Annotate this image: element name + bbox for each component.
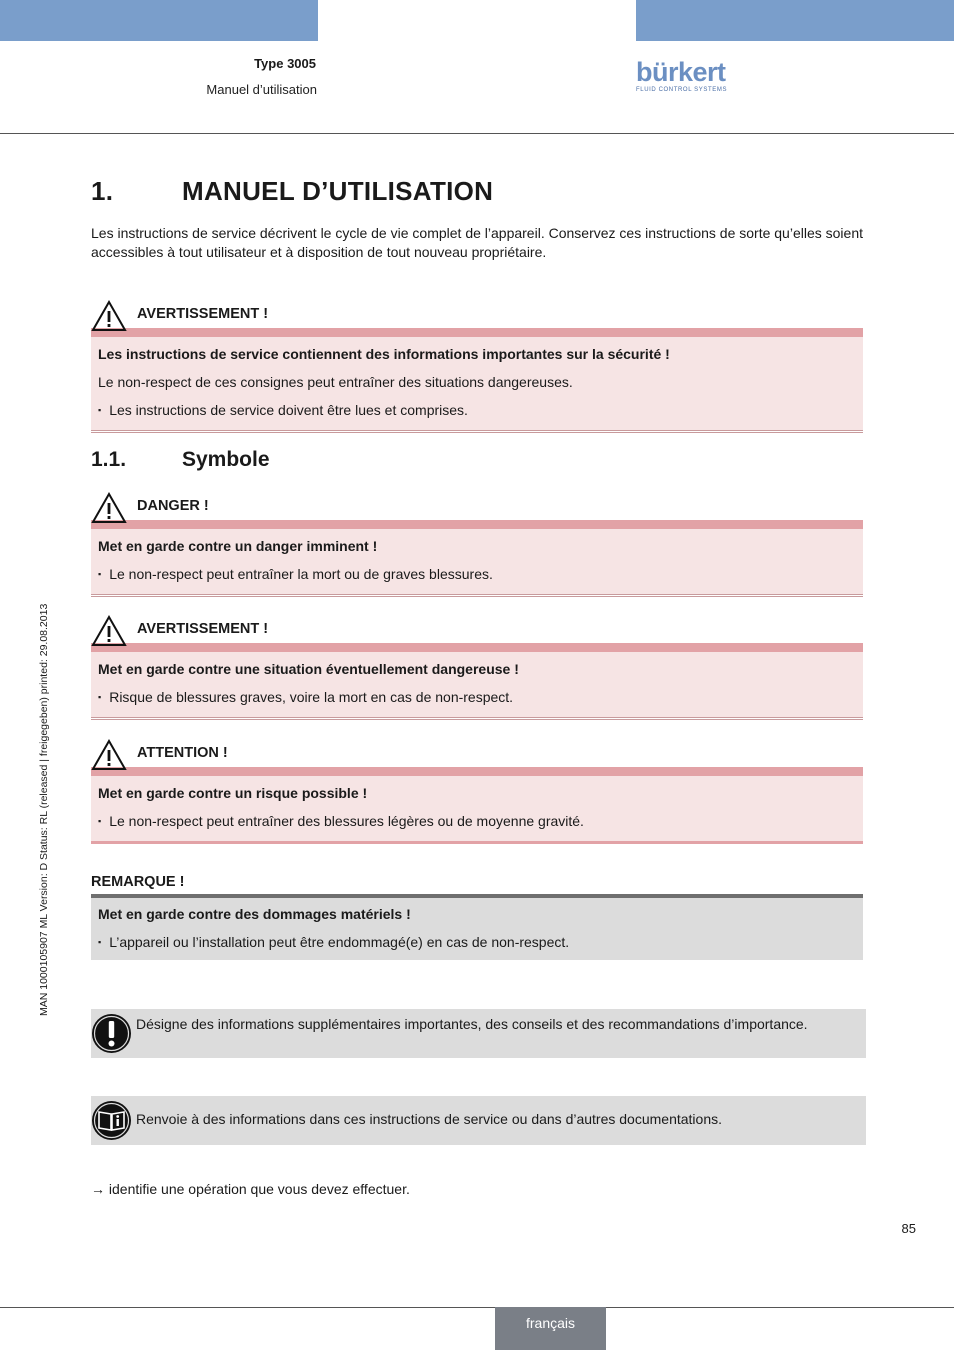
avertissement-bottom-rule — [91, 717, 863, 720]
remarque-bullet: ▪ L’appareil ou l’installation peut être endommagé(e) en cas de non-respect. — [98, 928, 856, 958]
avertissement-bar — [91, 643, 863, 652]
avertissement-box — [91, 619, 863, 720]
remarque-title: REMARQUE ! — [91, 874, 185, 890]
warning-title: AVERTISSEMENT ! — [137, 306, 269, 322]
warning-bar — [91, 328, 863, 337]
avertissement-body — [91, 652, 863, 717]
warning-triangle-icon — [91, 492, 127, 524]
document-subtitle: Manuel d’utilisation — [206, 82, 317, 97]
warning-headline: Les instructions de service contiennent des informations importantes sur la sécurité ! — [98, 346, 670, 362]
danger-bottom-rule — [91, 594, 863, 597]
important-info-text: Désigne des informations supplémentaires importantes, des conseils et des recommandations d’importance. — [136, 1016, 808, 1032]
book-info-icon — [91, 1100, 132, 1141]
warning-bottom-rule — [91, 430, 863, 433]
subsection-title: Symbole — [182, 448, 270, 471]
danger-bar — [91, 520, 863, 529]
footer-divider — [0, 1307, 954, 1308]
intro-paragraph: Les instructions de service décrivent le cycle de vie complet de l’appareil. Conservez ces instructions de sorte qu’elles soient accessibles à tout utilisateur et à disposition de tout nouveau propriétaire. — [91, 225, 863, 260]
action-note — [91, 1181, 410, 1197]
avertissement-bullet: ▪ Risque de blessures graves, voire la mort en cas de non-respect. — [98, 683, 856, 713]
document-type: Type 3005 — [254, 56, 316, 71]
remarque-box — [91, 894, 863, 960]
attention-body — [91, 776, 863, 841]
warning-triangle-icon — [91, 615, 127, 647]
danger-headline: Met en garde contre un danger imminent ! — [98, 538, 378, 554]
danger-body — [91, 529, 863, 594]
warning-box-intro — [91, 304, 863, 433]
section-title: MANUEL D’UTILISATION — [182, 176, 494, 206]
reference-info-text: Renvoie à des informations dans ces instructions de service ou dans d’autres documentations. — [136, 1111, 722, 1127]
attention-bar — [91, 767, 863, 776]
remarque-body — [91, 898, 863, 960]
attention-bullet: ▪ Le non-respect peut entraîner des blessures légères ou de moyenne gravité. — [98, 807, 856, 837]
warning-triangle-icon — [91, 300, 127, 332]
header-bar-left — [0, 0, 318, 41]
danger-bullet: ▪ Le non-respect peut entraîner la mort ou de graves blessures. — [98, 560, 856, 590]
logo-tagline: FLUID CONTROL SYSTEMS — [636, 87, 728, 93]
action-note-text: identifie une opération que vous devez effectuer. — [105, 1181, 410, 1197]
page-number: 85 — [901, 1221, 916, 1236]
document-print-info: MAN 1000105907 ML Version: D Status: RL (released | freigegeben) printed: 29.08.2013 — [38, 603, 50, 1016]
danger-title: DANGER ! — [137, 498, 209, 514]
warning-text: Le non-respect de ces consignes peut entraîner des situations dangereuses. — [98, 374, 573, 390]
header-divider — [0, 133, 954, 134]
section-heading — [91, 176, 493, 207]
important-info-box — [91, 1009, 866, 1058]
header-bar-right — [636, 0, 954, 41]
reference-info-box — [91, 1096, 866, 1145]
attention-bottom-rule — [91, 841, 863, 844]
section-number: 1. — [91, 176, 114, 206]
language-tab: français — [495, 1307, 606, 1350]
avertissement-title: AVERTISSEMENT ! — [137, 621, 269, 637]
burkert-logo — [636, 58, 732, 94]
danger-box — [91, 496, 863, 597]
attention-box — [91, 743, 863, 844]
attention-title: ATTENTION ! — [137, 745, 228, 761]
remarque-headline: Met en garde contre des dommages matériels ! — [98, 906, 411, 922]
subsection-heading — [91, 448, 270, 472]
warning-bullet: ▪ Les instructions de service doivent être lues et comprises. — [98, 396, 856, 426]
warning-triangle-icon — [91, 739, 127, 771]
subsection-number: 1.1. — [91, 448, 127, 471]
avertissement-headline: Met en garde contre une situation éventuellement dangereuse ! — [98, 661, 519, 677]
logo-wordmark: bürkert — [636, 57, 726, 87]
warning-body — [91, 337, 863, 430]
right-arrow-icon: → — [91, 1181, 105, 1197]
exclamation-icon — [91, 1013, 132, 1054]
attention-headline: Met en garde contre un risque possible ! — [98, 785, 368, 801]
